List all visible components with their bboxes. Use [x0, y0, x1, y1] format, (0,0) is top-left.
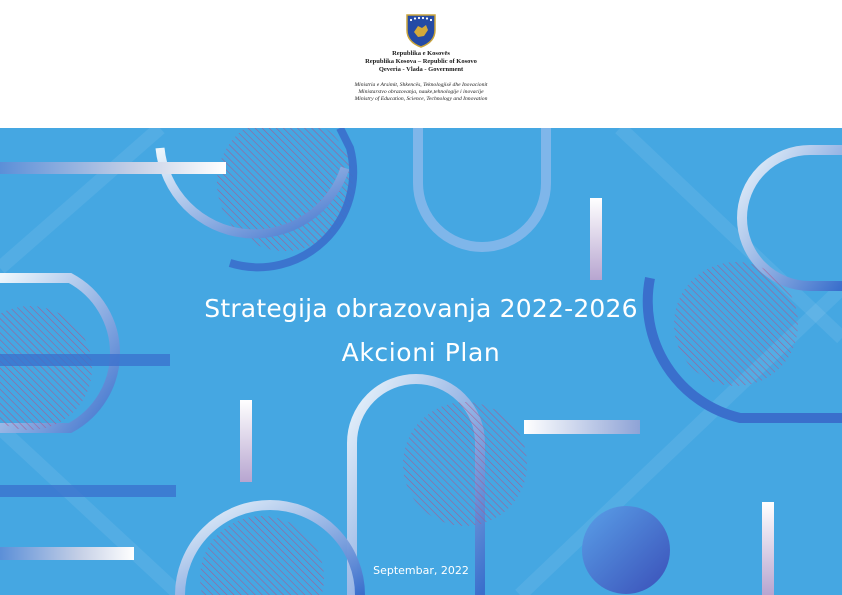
government-name: Qeveria - Vlada - Government [378, 66, 464, 73]
republic-name-albanian: Republika e Kosovës [392, 50, 450, 57]
cover-artwork [0, 128, 842, 595]
document-header [0, 0, 842, 128]
document-title: Strategija obrazovanja 2022-2026 [204, 294, 638, 323]
publication-date: Septembar, 2022 [373, 564, 469, 577]
coat-of-arms-icon [404, 12, 438, 48]
ministry-name-serbian: Ministarstvo obrazovanja, nauke,tehnologije i inovacije [358, 89, 484, 95]
republic-name-serbian-english: Republika Kosova – Republic of Kosovo [365, 58, 477, 65]
ministry-name-albanian: Ministria e Arsimit, Shkencës, Teknologjisë dhe Inovacionit [354, 82, 488, 88]
ministry-name-english: Ministry of Education, Science, Technology and Innovation [354, 96, 488, 102]
document-subtitle: Akcioni Plan [341, 338, 501, 367]
